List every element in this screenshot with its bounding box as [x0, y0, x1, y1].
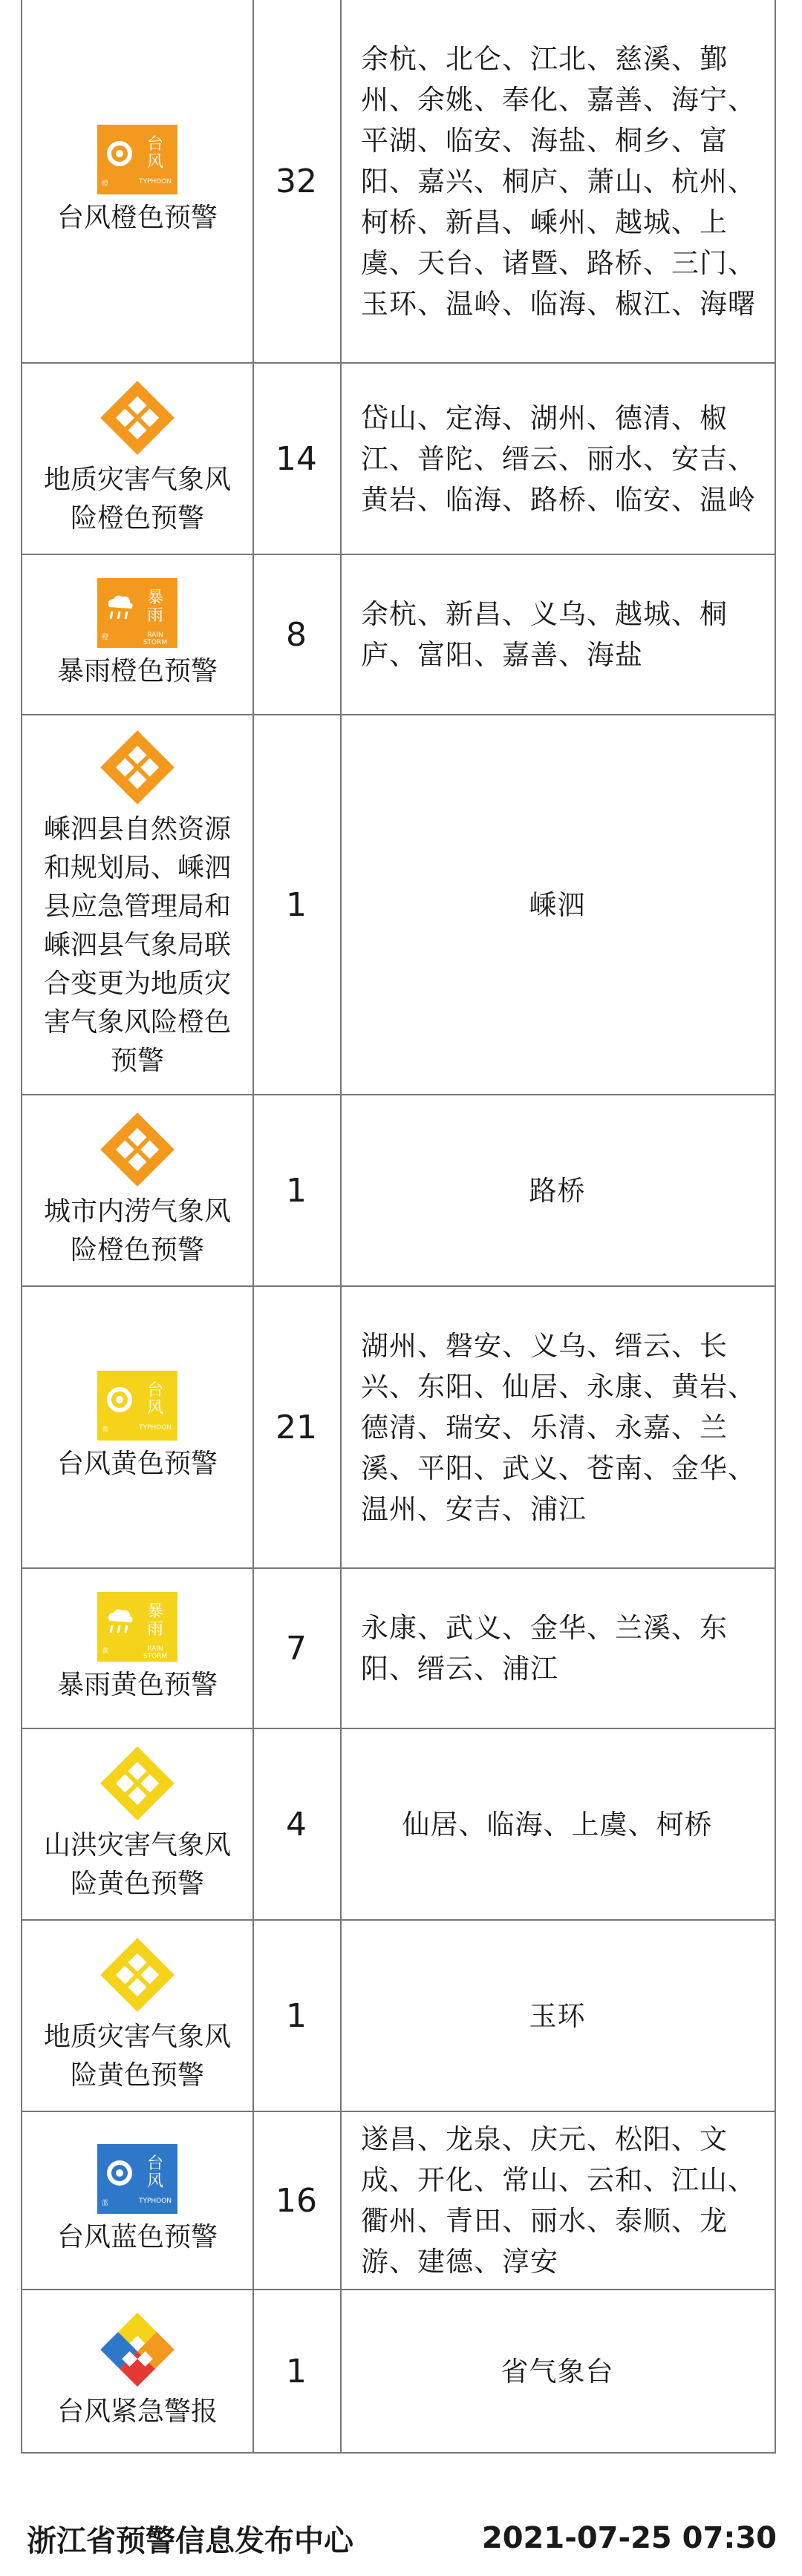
warning-name: 台风黄色预警	[56, 1449, 218, 1479]
table-row	[21, 1729, 776, 1921]
warning-count: 1	[252, 715, 342, 1094]
warning-type-cell	[22, 1569, 254, 1728]
warning-count: 16	[252, 2112, 342, 2289]
warning-name: 暴雨橙色预警	[56, 656, 218, 686]
table-row	[21, 364, 776, 555]
warning-name: 地质灾害气象风险黄色预警	[43, 2022, 231, 2091]
warning-type-cell	[22, 0, 254, 362]
table-row	[21, 2290, 776, 2454]
flash-flood-yellow-icon	[99, 1745, 176, 1822]
warning-type-cell	[22, 1095, 254, 1285]
warning-type-cell	[22, 1921, 254, 2111]
footer-datetime: 2021-07-25 07:30	[481, 2521, 777, 2555]
typhoon-orange-icon: 台 风 橙 TYPHOON	[97, 125, 177, 194]
warning-name: 暴雨黄色预警	[56, 1670, 218, 1700]
warning-name: 台风蓝色预警	[56, 2222, 218, 2252]
warning-name: 地质灾害气象风险橙色预警	[43, 465, 231, 534]
warning-count: 1	[252, 2290, 342, 2452]
typhoon-blue-icon: 台 风 蓝 TYPHOON	[97, 2144, 177, 2214]
table-row	[21, 2112, 776, 2290]
warning-count: 1	[252, 1921, 342, 2111]
warning-count: 32	[252, 0, 342, 362]
geohazard-yellow-icon	[99, 1936, 176, 2013]
warning-type-cell	[22, 364, 254, 554]
warning-name: 台风橙色预警	[56, 203, 218, 233]
rainstorm-yellow-icon: 暴 雨 黄 RAIN STORM	[97, 1592, 177, 1662]
table-row	[21, 555, 776, 715]
warning-areas: 余杭、北仑、江北、慈溪、鄞州、余姚、奉化、嘉善、海宁、平湖、临安、海盐、桐乡、富阳、嘉兴、桐庐、萧山、杭州、柯桥、新昌、嵊州、越城、上虞、天台、诸暨、路桥、三门、玉环、温岭、临海、椒江、海曙	[361, 42, 756, 320]
warning-name: 嵊泗县自然资源和规划局、嵊泗县应急管理局和嵊泗县气象局联合变更为地质灾害气象风险橙色预警	[43, 814, 231, 1076]
warning-areas: 岱山、定海、湖州、德清、椒江、普陀、缙云、丽水、安吉、黄岩、临海、路桥、临安、温岭	[361, 402, 756, 516]
warning-areas: 湖州、磐安、义乌、缙云、长兴、东阳、仙居、永康、黄岩、德清、瑞安、乐清、永嘉、兰溪、平阳、武义、苍南、金华、温州、安吉、浦江	[361, 1329, 756, 1525]
warning-count: 8	[252, 555, 342, 714]
table-row	[21, 1095, 776, 1287]
table-row	[21, 1921, 776, 2112]
warning-count: 4	[252, 1729, 342, 1919]
footer-source: 浙江省预警信息发布中心	[27, 2523, 353, 2558]
warning-type-cell	[22, 555, 254, 714]
table-row	[21, 1569, 776, 1729]
warning-areas: 玉环	[529, 1999, 586, 2032]
typhoon-emergency-icon	[99, 2311, 176, 2388]
table-row	[21, 1287, 776, 1569]
warning-count: 7	[252, 1569, 342, 1728]
geohazard-orange-icon	[99, 379, 176, 456]
warning-type-cell	[22, 715, 254, 1094]
warning-count: 1	[252, 1095, 342, 1285]
rainstorm-orange-icon: 暴 雨 橙 RAIN STORM	[97, 578, 177, 648]
warning-areas: 永康、武义、金华、兰溪、东阳、缙云、浦江	[361, 1612, 728, 1685]
warning-areas: 省气象台	[501, 2355, 614, 2387]
typhoon-yellow-icon: 台 风 黄 TYPHOON	[97, 1371, 177, 1441]
warning-name: 台风紧急警报	[56, 2396, 218, 2427]
warning-type-cell	[22, 2112, 254, 2289]
warning-count: 14	[252, 364, 342, 554]
warning-areas: 仙居、临海、上虞、柯桥	[402, 1808, 713, 1841]
footer	[27, 2516, 777, 2560]
warning-areas: 遂昌、龙泉、庆元、松阳、文成、开化、常山、云和、江山、衢州、青田、丽水、泰顺、龙游、建德、淳安	[361, 2123, 756, 2278]
urban-waterlogging-orange-icon	[99, 1111, 176, 1188]
warning-name: 城市内涝气象风险橙色预警	[43, 1196, 231, 1265]
warning-type-cell	[22, 2290, 254, 2452]
table-row	[21, 715, 776, 1095]
warning-name: 山洪灾害气象风险黄色预警	[43, 1830, 231, 1899]
warning-type-cell	[22, 1729, 254, 1919]
warning-areas: 余杭、新昌、义乌、越城、桐庐、富阳、嘉善、海盐	[361, 598, 728, 671]
warning-count: 21	[252, 1287, 342, 1567]
warning-areas: 路桥	[529, 1174, 586, 1207]
geohazard-orange-icon	[99, 729, 176, 806]
table-row	[21, 0, 776, 364]
warning-type-cell	[22, 1287, 254, 1567]
warning-areas: 嵊泗	[529, 888, 586, 921]
